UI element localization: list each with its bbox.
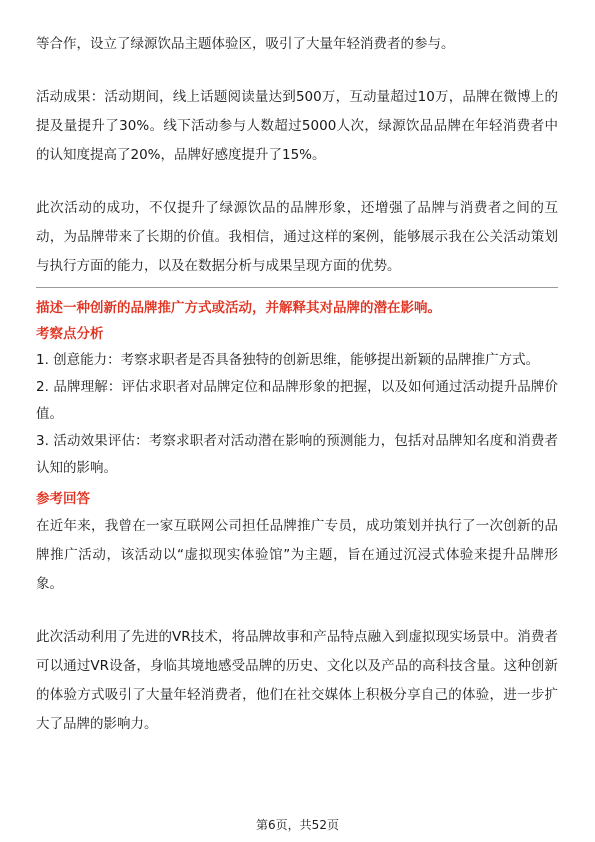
- document-page: [36, 30, 558, 739]
- paragraph-summary: 此次活动的成功，不仅提升了绿源饮品的品牌形象，还增强了品牌与消费者之间的互动，为品牌带来了长期的价值。我相信，通过这样的案例，能够展示我在公关活动策划与执行方面的能力，以及在数据分析与成果呈现方面的优势。: [36, 200, 558, 274]
- page-number-footer: 第6页，共52页: [256, 818, 339, 832]
- analysis-heading: 考察点分析: [36, 326, 104, 342]
- section-divider: [36, 287, 558, 288]
- analysis-item-3: 3. 活动效果评估：考察求职者对活动潜在影响的预测能力，包括对品牌知名度和消费者认知的影响。: [36, 433, 558, 476]
- answer-paragraph-2: 此次活动利用了先进的VR技术，将品牌故事和产品特点融入到虚拟现实场景中。消费者可以通过VR设备，身临其境地感受品牌的历史、文化以及产品的高科技含量。这种创新的体验方式吸引了大量年轻消费者，他们在社交媒体上积极分享自己的体验，进一步扩大了品牌的影响力。: [36, 629, 558, 732]
- paragraph-results: 活动成果：活动期间，线上话题阅读量达到500万，互动量超过10万，品牌在微博上的提及量提升了30%。线下活动参与人数超过5000人次，绿源饮品品牌在年轻消费者中的认知度提高了20%，品牌好感度提升了15%。: [36, 89, 558, 163]
- answer-paragraph-1: 在近年来，我曾在一家互联网公司担任品牌推广专员，成功策划并执行了一次创新的品牌推广活动，该活动以“虚拟现实体验馆”为主题，旨在通过沉浸式体验来提升品牌形象。: [36, 518, 558, 592]
- question-title: 描述一种创新的品牌推广方式或活动，并解释其对品牌的潜在影响。: [36, 300, 441, 316]
- analysis-item-2: 2. 品牌理解：评估求职者对品牌定位和品牌形象的把握，以及如何通过活动提升品牌价值。: [36, 379, 558, 422]
- answer-heading: 参考回答: [36, 491, 90, 507]
- paragraph-intro-tail: 等合作，设立了绿源饮品主题体验区，吸引了大量年轻消费者的参与。: [36, 36, 455, 52]
- spacer: [36, 599, 558, 623]
- spacer: [36, 170, 558, 194]
- spacer: [36, 59, 558, 83]
- analysis-item-1: 1. 创意能力：考察求职者是否具备独特的创新思维，能够提出新颖的品牌推广方式。: [36, 352, 540, 368]
